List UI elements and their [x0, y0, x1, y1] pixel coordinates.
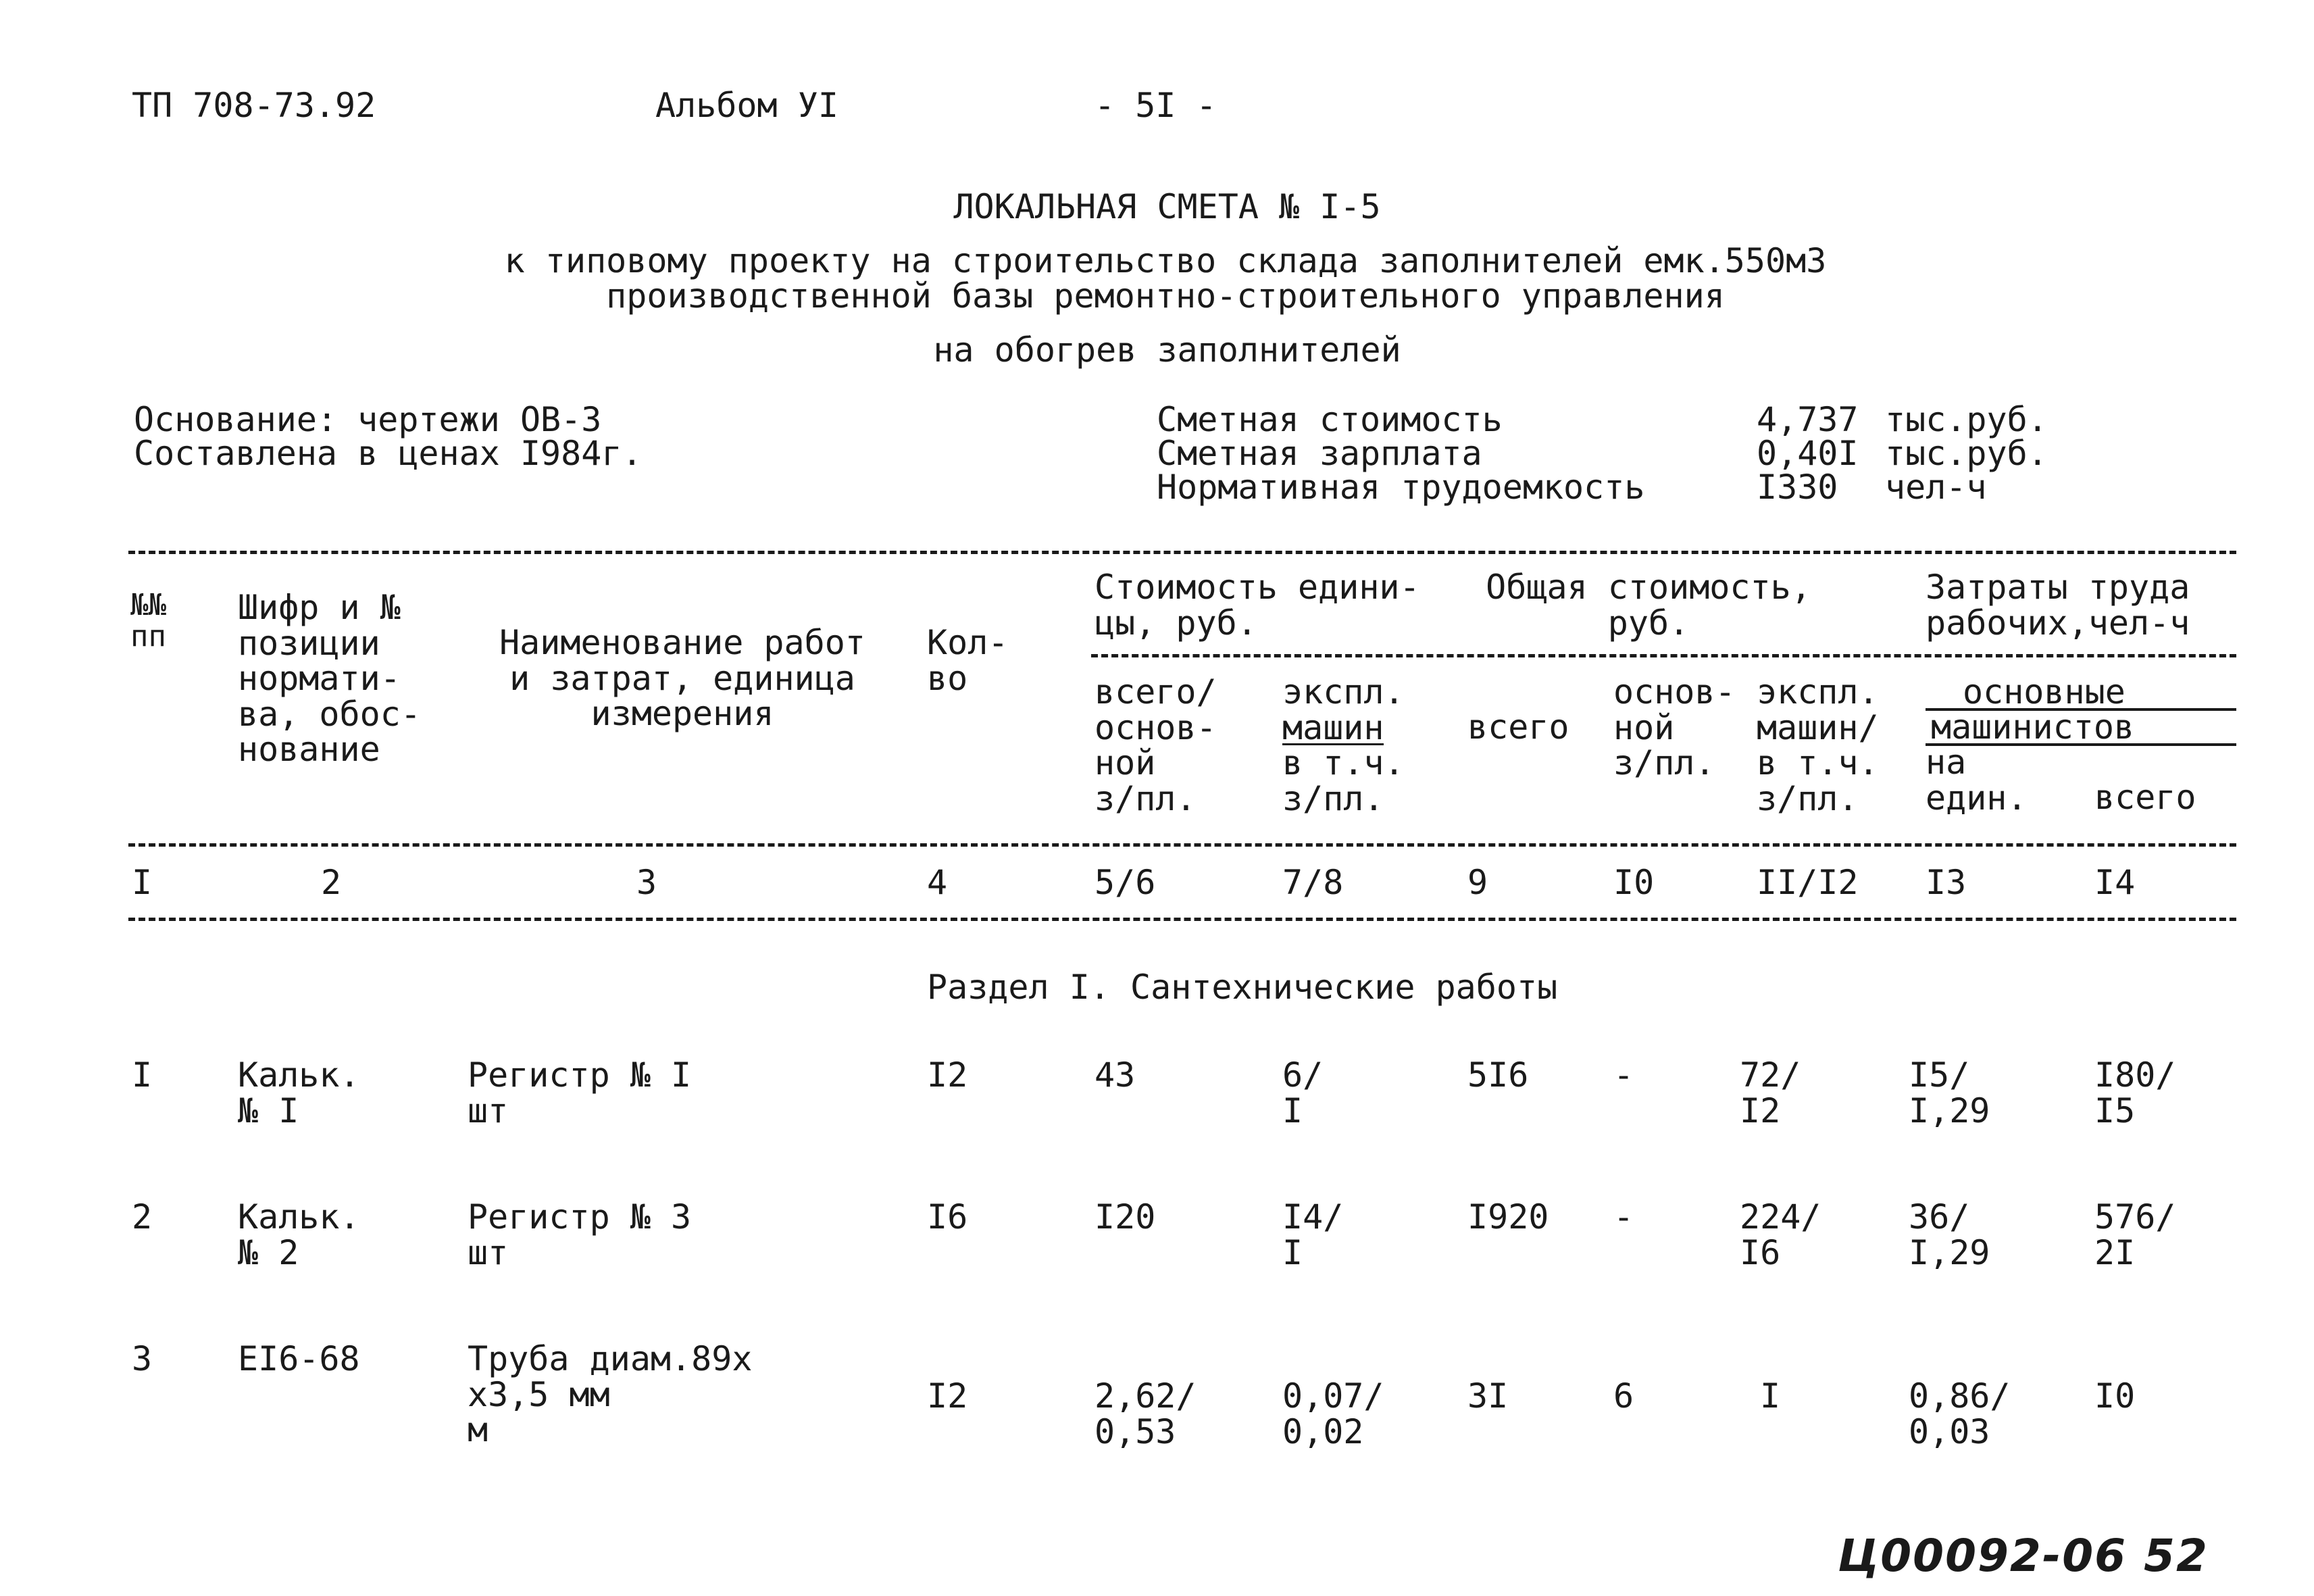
col-header-3: Наименование работ и затрат, единица измерения: [499, 623, 865, 733]
row-number: 2: [132, 1197, 153, 1237]
col-header-13-machinists: машинистов: [1931, 707, 2135, 747]
row-total-base-wage: -: [1613, 1197, 1634, 1237]
row-unit-machines: 6/ I: [1282, 1055, 1324, 1130]
col-header-9: всего: [1467, 707, 1569, 747]
subheader-rule: [1091, 654, 2236, 657]
row-total: 3I: [1467, 1376, 1509, 1416]
prices-text: Составлена в ценах I984г.: [134, 434, 643, 473]
row-code: Кальк. № 2: [238, 1197, 360, 1272]
header-bottom-rule: [128, 843, 2236, 847]
col-header-4: Кол- во: [927, 623, 1009, 698]
labor-label: Нормативная трудоемкость: [1157, 468, 1645, 507]
row-unit-machines: I4/ I: [1282, 1197, 1344, 1272]
row-unit-total: 43: [1095, 1055, 1136, 1095]
col-number-14: I4: [2094, 863, 2136, 902]
row-number: I: [132, 1055, 153, 1095]
row-name: Труба диам.89х х3,5 мм м: [468, 1339, 753, 1449]
col-header-14: всего: [2094, 778, 2196, 817]
col-header-13: на един.: [1926, 743, 2028, 818]
wage-value: 0,40I: [1757, 434, 1859, 473]
col-number-10: I0: [1613, 863, 1655, 902]
row-name: Регистр № 3 шт: [468, 1197, 692, 1272]
basis-text: Основание: чертежи ОВ-3: [134, 400, 602, 439]
row-code: ЕI6-68: [238, 1339, 360, 1378]
col-header-1: №№ пп: [130, 588, 166, 654]
col-header-7: экспл. машин в т.ч. з/пл.: [1282, 672, 1405, 818]
archive-stamp: Ц00092-06 52: [1838, 1530, 2209, 1582]
row-number: 3: [132, 1339, 153, 1378]
row-total: 5I6: [1467, 1055, 1529, 1095]
labor-group-header: Затраты труда рабочих,чел-ч: [1926, 568, 2190, 643]
unit-cost-group-header: Стоимость едини- цы, руб.: [1095, 568, 1420, 643]
document-code: ТП 708-73.92: [132, 86, 376, 125]
row-labor-total: I80/ I5: [2094, 1055, 2176, 1130]
album-label: Альбом УI: [655, 86, 838, 125]
project-line: к типовому проекту на строительство склада заполнителей емк.550м3: [504, 241, 1827, 280]
row-labor-unit: 0,86/ 0,03: [1909, 1376, 2011, 1451]
labor-value: I330: [1757, 468, 1838, 507]
total-cost-group-header: Общая стоимость, руб.: [1486, 568, 1811, 643]
col-header-2: Шифр и № позиции нормати- ва, обос- нование: [238, 588, 421, 769]
col-number-5-6: 5/6: [1095, 863, 1156, 902]
section-title: Раздел I. Сантехнические работы: [927, 968, 1558, 1007]
col-number-2: 2: [321, 863, 342, 902]
row-total-base-wage: 6: [1613, 1376, 1634, 1416]
row-name: Регистр № I шт: [468, 1055, 692, 1130]
row-qty: I2: [927, 1055, 968, 1095]
row-labor-total: I0: [2094, 1376, 2136, 1416]
row-total: I920: [1467, 1197, 1549, 1237]
row-qty: I2: [927, 1376, 968, 1416]
row-unit-total: 2,62/ 0,53: [1095, 1376, 1197, 1451]
col-number-7-8: 7/8: [1282, 863, 1344, 902]
cost-unit: тыс.руб.: [1885, 400, 2048, 439]
col-number-4: 4: [927, 863, 948, 902]
col-number-11-12: II/I2: [1757, 863, 1859, 902]
col-number-13: I3: [1926, 863, 1967, 902]
numbers-bottom-rule: [128, 918, 2236, 921]
row-labor-unit: 36/ I,29: [1909, 1197, 1990, 1272]
purpose-line: на обогрев заполнителей: [933, 330, 1401, 370]
row-total-machines: I: [1760, 1376, 1781, 1416]
col-header-13-main: основные: [1963, 672, 2126, 712]
row-labor-unit: I5/ I,29: [1909, 1055, 1990, 1130]
col-header-11: экспл. машин/ в т.ч. з/пл.: [1757, 672, 1879, 818]
row-total-machines: 224/ I6: [1740, 1197, 1821, 1272]
machines-underline: [1282, 743, 1384, 745]
estimate-title: ЛОКАЛЬНАЯ СМЕТА № I-5: [953, 187, 1381, 226]
table-top-rule: [128, 551, 2236, 554]
col-header-7-machines: машин: [1282, 707, 1384, 747]
wage-unit: тыс.руб.: [1885, 434, 2048, 473]
col-number-1: I: [132, 863, 153, 902]
base-line: производственной базы ремонтно-строительного управления: [606, 276, 1725, 316]
wage-label: Сметная зарплата: [1157, 434, 1482, 473]
row-unit-total: I20: [1095, 1197, 1156, 1237]
row-unit-machines: 0,07/ 0,02: [1282, 1376, 1384, 1451]
row-code: Кальк. № I: [238, 1055, 360, 1130]
row-labor-total: 576/ 2I: [2094, 1197, 2176, 1272]
col-header-10: основ- ной з/пл.: [1613, 672, 1736, 782]
col-number-3: 3: [636, 863, 657, 902]
labor-unit: чел-ч: [1885, 468, 1987, 507]
cost-label: Сметная стоимость: [1157, 400, 1503, 439]
row-qty: I6: [927, 1197, 968, 1237]
row-total-base-wage: -: [1613, 1055, 1634, 1095]
col-header-5: всего/ основ- ной з/пл.: [1095, 672, 1217, 818]
col-number-9: 9: [1467, 863, 1488, 902]
page-number: - 5I -: [1095, 86, 1217, 125]
cost-value: 4,737: [1757, 400, 1859, 439]
row-total-machines: 72/ I2: [1740, 1055, 1801, 1130]
